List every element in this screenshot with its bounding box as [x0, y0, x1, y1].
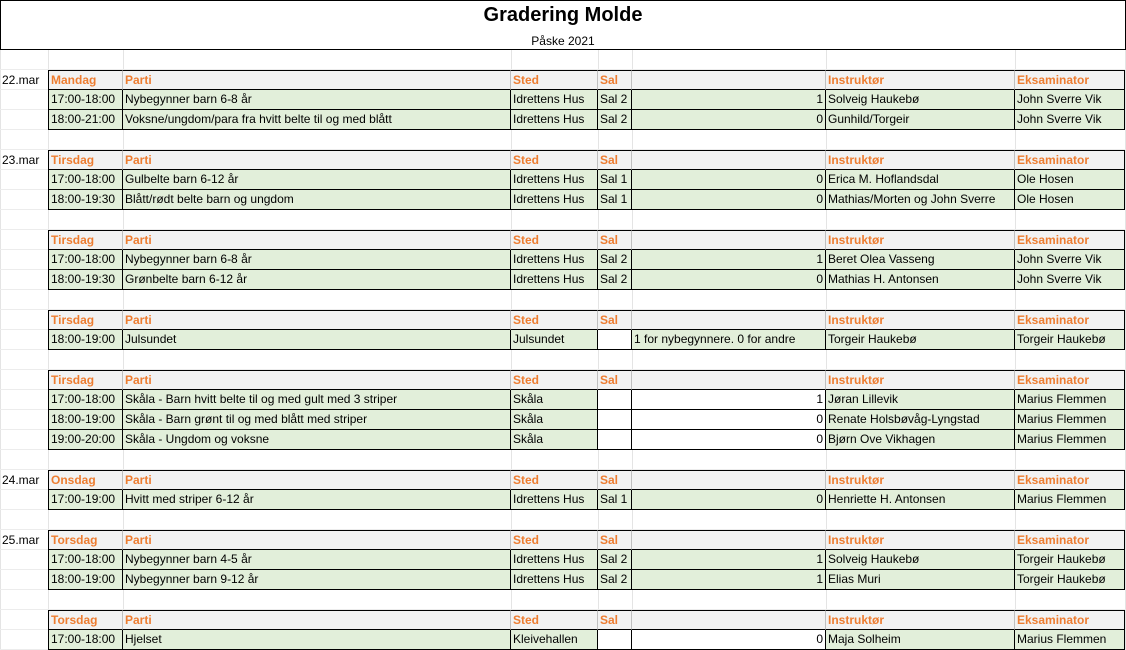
- cell-sal[interactable]: [598, 410, 632, 430]
- header-instruktor: Instruktør: [826, 370, 1015, 390]
- day-name: Tirsdag: [48, 370, 123, 390]
- cell-time[interactable]: 17:00-18:00: [48, 170, 123, 190]
- header-blank: [632, 150, 826, 170]
- cell-sted[interactable]: Idrettens Hus: [511, 550, 598, 570]
- section-header-row: [48, 150, 1125, 170]
- gridline: [0, 50, 1, 650]
- header-sal: Sal: [598, 530, 632, 550]
- table-row: [48, 110, 1125, 130]
- cell-eksaminator[interactable]: Marius Flemmen: [1015, 630, 1125, 650]
- cell-parti[interactable]: Grønbelte barn 6-12 år: [123, 270, 511, 290]
- header-parti: Parti: [123, 370, 511, 390]
- cell-sal[interactable]: Sal 1: [598, 190, 632, 210]
- header-sal: Sal: [598, 310, 632, 330]
- header-instruktor: Instruktør: [826, 310, 1015, 330]
- cell-eksaminator[interactable]: Torgeir Haukebø: [1015, 550, 1125, 570]
- cell-sted[interactable]: Skåla: [511, 390, 598, 410]
- cell-sal[interactable]: Sal 1: [598, 170, 632, 190]
- header-parti: Parti: [123, 530, 511, 550]
- header-sal: Sal: [598, 150, 632, 170]
- header-sal: Sal: [598, 230, 632, 250]
- table-row: [48, 190, 1125, 210]
- cell-instruktor[interactable]: Torgeir Haukebø: [826, 330, 1015, 350]
- section-header-row: [48, 470, 1125, 490]
- cell-instruktor[interactable]: Mathias H. Antonsen: [826, 270, 1015, 290]
- header-eksaminator: Eksaminator: [1015, 230, 1125, 250]
- table-row: [48, 430, 1125, 450]
- cell-sal[interactable]: Sal 2: [598, 250, 632, 270]
- cell-sted[interactable]: Idrettens Hus: [511, 490, 598, 510]
- cell-instruktor[interactable]: Maja Solheim: [826, 630, 1015, 650]
- header-eksaminator: Eksaminator: [1015, 70, 1125, 90]
- header-sted: Sted: [511, 230, 598, 250]
- cell-parti[interactable]: Gulbelte barn 6-12 år: [123, 170, 511, 190]
- cell-parti[interactable]: Nybegynner barn 6-8 år: [123, 250, 511, 270]
- table-row: [48, 170, 1125, 190]
- cell-eksaminator[interactable]: John Sverre Vik: [1015, 90, 1125, 110]
- cell-sal[interactable]: [598, 390, 632, 410]
- cell-sted[interactable]: Skåla: [511, 410, 598, 430]
- header-sted: Sted: [511, 610, 598, 630]
- cell-parti[interactable]: Hvitt med striper 6-12 år: [123, 490, 511, 510]
- cell-time[interactable]: 18:00-19:00: [48, 410, 123, 430]
- cell-eksaminator[interactable]: Ole Hosen: [1015, 170, 1125, 190]
- section-date: [2, 230, 48, 250]
- cell-sal[interactable]: [598, 430, 632, 450]
- cell-parti[interactable]: Nybegynner barn 4-5 år: [123, 550, 511, 570]
- cell-time[interactable]: 17:00-18:00: [48, 630, 123, 650]
- cell-sal[interactable]: [598, 330, 632, 350]
- header-sted: Sted: [511, 150, 598, 170]
- cell-eksaminator[interactable]: Marius Flemmen: [1015, 410, 1125, 430]
- header-parti: Parti: [123, 150, 511, 170]
- cell-sal[interactable]: Sal 1: [598, 490, 632, 510]
- cell-count[interactable]: 1: [632, 570, 826, 590]
- cell-count[interactable]: 1: [632, 250, 826, 270]
- header-eksaminator: Eksaminator: [1015, 470, 1125, 490]
- cell-sted[interactable]: Julsundet: [511, 330, 598, 350]
- table-row: [48, 270, 1125, 290]
- header-sal: Sal: [598, 70, 632, 90]
- day-name: Tirsdag: [48, 310, 123, 330]
- section-header-row: [48, 370, 1125, 390]
- cell-parti[interactable]: Blått/rødt belte barn og ungdom: [123, 190, 511, 210]
- cell-time[interactable]: 18:00-21:00: [48, 110, 123, 130]
- cell-instruktor[interactable]: Bjørn Ove Vikhagen: [826, 430, 1015, 450]
- cell-count[interactable]: 0: [632, 490, 826, 510]
- header-sted: Sted: [511, 470, 598, 490]
- cell-count[interactable]: 0: [632, 190, 826, 210]
- section-header-row: [48, 230, 1125, 250]
- section-date: 25.mar: [2, 533, 40, 547]
- cell-time[interactable]: 18:00-19:00: [48, 570, 123, 590]
- section-date: [2, 370, 48, 390]
- cell-time[interactable]: 17:00-18:00: [48, 390, 123, 410]
- cell-instruktor[interactable]: Beret Olea Vasseng: [826, 250, 1015, 270]
- cell-time[interactable]: 18:00-19:00: [48, 330, 123, 350]
- table-row: [48, 330, 1125, 350]
- section-date: 22.mar: [2, 73, 40, 87]
- cell-sal[interactable]: Sal 2: [598, 550, 632, 570]
- table-row: [48, 410, 1125, 430]
- header-sted: Sted: [511, 70, 598, 90]
- cell-count[interactable]: 0: [632, 430, 826, 450]
- day-name: Tirsdag: [48, 230, 123, 250]
- cell-eksaminator[interactable]: Marius Flemmen: [1015, 490, 1125, 510]
- cell-parti[interactable]: Julsundet: [123, 330, 511, 350]
- cell-instruktor[interactable]: Gunhild/Torgeir: [826, 110, 1015, 130]
- cell-sted[interactable]: Idrettens Hus: [511, 110, 598, 130]
- cell-time[interactable]: 17:00-18:00: [48, 250, 123, 270]
- header-parti: Parti: [123, 230, 511, 250]
- header-sal: Sal: [598, 370, 632, 390]
- cell-sal[interactable]: Sal 2: [598, 90, 632, 110]
- header-instruktor: Instruktør: [826, 610, 1015, 630]
- header-instruktor: Instruktør: [826, 150, 1015, 170]
- cell-count[interactable]: 0: [632, 110, 826, 130]
- cell-instruktor[interactable]: Erica M. Hoflandsdal: [826, 170, 1015, 190]
- section-date: 23.mar: [2, 153, 40, 167]
- cell-time[interactable]: 18:00-19:30: [48, 190, 123, 210]
- table-row: [48, 630, 1125, 650]
- cell-time[interactable]: 17:00-19:00: [48, 490, 123, 510]
- header-blank: [632, 310, 826, 330]
- header-parti: Parti: [123, 610, 511, 630]
- header-sted: Sted: [511, 310, 598, 330]
- cell-instruktor[interactable]: Renate Holsbøvåg-Lyngstad: [826, 410, 1015, 430]
- day-name: Onsdag: [48, 470, 123, 490]
- cell-parti[interactable]: Skåla - Barn grønt til og med blått med striper: [123, 410, 511, 430]
- page-title: Gradering Molde: [483, 4, 643, 26]
- cell-instruktor[interactable]: Solveig Haukebø: [826, 90, 1015, 110]
- cell-count[interactable]: 1: [632, 390, 826, 410]
- section-date: 24.mar: [2, 473, 40, 487]
- cell-count[interactable]: 0: [632, 630, 826, 650]
- cell-sted[interactable]: Skåla: [511, 430, 598, 450]
- table-row: [48, 250, 1125, 270]
- header-instruktor: Instruktør: [826, 70, 1015, 90]
- header-blank: [632, 470, 826, 490]
- cell-count[interactable]: 1 for nybegynnere. 0 for andre: [632, 330, 826, 350]
- table-row: [48, 90, 1125, 110]
- day-name: Mandag: [48, 70, 123, 90]
- cell-eksaminator[interactable]: Torgeir Haukebø: [1015, 570, 1125, 590]
- cell-time[interactable]: 17:00-18:00: [48, 90, 123, 110]
- cell-sted[interactable]: Idrettens Hus: [511, 170, 598, 190]
- header-blank: [632, 370, 826, 390]
- header-sted: Sted: [511, 370, 598, 390]
- header-sted: Sted: [511, 530, 598, 550]
- header-eksaminator: Eksaminator: [1015, 370, 1125, 390]
- cell-instruktor[interactable]: Henriette H. Antonsen: [826, 490, 1015, 510]
- cell-parti[interactable]: Skåla - Barn hvitt belte til og med gult med 3 striper: [123, 390, 511, 410]
- cell-parti[interactable]: Skåla - Ungdom og voksne: [123, 430, 511, 450]
- cell-instruktor[interactable]: Mathias/Morten og John Sverre: [826, 190, 1015, 210]
- cell-sted[interactable]: Idrettens Hus: [511, 90, 598, 110]
- header-blank: [632, 70, 826, 90]
- header-blank: [632, 530, 826, 550]
- header-instruktor: Instruktør: [826, 470, 1015, 490]
- header-sal: Sal: [598, 470, 632, 490]
- header-eksaminator: Eksaminator: [1015, 610, 1125, 630]
- day-name: Torsdag: [48, 530, 123, 550]
- cell-parti[interactable]: Nybegynner barn 6-8 år: [123, 90, 511, 110]
- table-row: [48, 490, 1125, 510]
- table-row: [48, 390, 1125, 410]
- header-blank: [632, 230, 826, 250]
- cell-count[interactable]: 0: [632, 410, 826, 430]
- cell-sted[interactable]: Kleivehallen: [511, 630, 598, 650]
- section-date: [2, 610, 48, 630]
- cell-instruktor[interactable]: Solveig Haukebø: [826, 550, 1015, 570]
- cell-sted[interactable]: Idrettens Hus: [511, 190, 598, 210]
- header-eksaminator: Eksaminator: [1015, 150, 1125, 170]
- header-instruktor: Instruktør: [826, 530, 1015, 550]
- day-name: Torsdag: [48, 610, 123, 630]
- cell-sal[interactable]: [598, 630, 632, 650]
- cell-count[interactable]: 1: [632, 550, 826, 570]
- header-eksaminator: Eksaminator: [1015, 310, 1125, 330]
- cell-eksaminator[interactable]: John Sverre Vik: [1015, 110, 1125, 130]
- cell-sted[interactable]: Idrettens Hus: [511, 270, 598, 290]
- section-header-row: [48, 70, 1125, 90]
- cell-instruktor[interactable]: Jøran Lillevik: [826, 390, 1015, 410]
- header-parti: Parti: [123, 70, 511, 90]
- header-eksaminator: Eksaminator: [1015, 530, 1125, 550]
- cell-parti[interactable]: Hjelset: [123, 630, 511, 650]
- header-sal: Sal: [598, 610, 632, 630]
- header-blank: [632, 610, 826, 630]
- header-parti: Parti: [123, 310, 511, 330]
- cell-sal[interactable]: Sal 2: [598, 570, 632, 590]
- cell-eksaminator[interactable]: Marius Flemmen: [1015, 430, 1125, 450]
- cell-eksaminator[interactable]: Torgeir Haukebø: [1015, 330, 1125, 350]
- cell-eksaminator[interactable]: John Sverre Vik: [1015, 270, 1125, 290]
- title-banner: [0, 0, 1126, 50]
- header-instruktor: Instruktør: [826, 230, 1015, 250]
- cell-sal[interactable]: Sal 2: [598, 110, 632, 130]
- cell-count[interactable]: 0: [632, 270, 826, 290]
- cell-time[interactable]: 17:00-18:00: [48, 550, 123, 570]
- cell-parti[interactable]: Nybegynner barn 9-12 år: [123, 570, 511, 590]
- section-header-row: [48, 610, 1125, 630]
- cell-sted[interactable]: Idrettens Hus: [511, 250, 598, 270]
- cell-sal[interactable]: Sal 2: [598, 270, 632, 290]
- day-name: Tirsdag: [48, 150, 123, 170]
- cell-sted[interactable]: Idrettens Hus: [511, 570, 598, 590]
- header-parti: Parti: [123, 470, 511, 490]
- section-header-row: [48, 310, 1125, 330]
- cell-eksaminator[interactable]: Marius Flemmen: [1015, 390, 1125, 410]
- cell-instruktor[interactable]: Elias Muri: [826, 570, 1015, 590]
- cell-parti[interactable]: Voksne/ungdom/para fra hvitt belte til og med blått: [123, 110, 511, 130]
- cell-count[interactable]: 1: [632, 90, 826, 110]
- table-row: [48, 550, 1125, 570]
- cell-eksaminator[interactable]: Ole Hosen: [1015, 190, 1125, 210]
- section-date: [2, 310, 48, 330]
- section-header-row: [48, 530, 1125, 550]
- table-row: [48, 570, 1125, 590]
- cell-time[interactable]: 18:00-19:30: [48, 270, 123, 290]
- cell-time[interactable]: 19:00-20:00: [48, 430, 123, 450]
- cell-count[interactable]: 0: [632, 170, 826, 190]
- page-subtitle: Påske 2021: [531, 34, 595, 48]
- cell-eksaminator[interactable]: John Sverre Vik: [1015, 250, 1125, 270]
